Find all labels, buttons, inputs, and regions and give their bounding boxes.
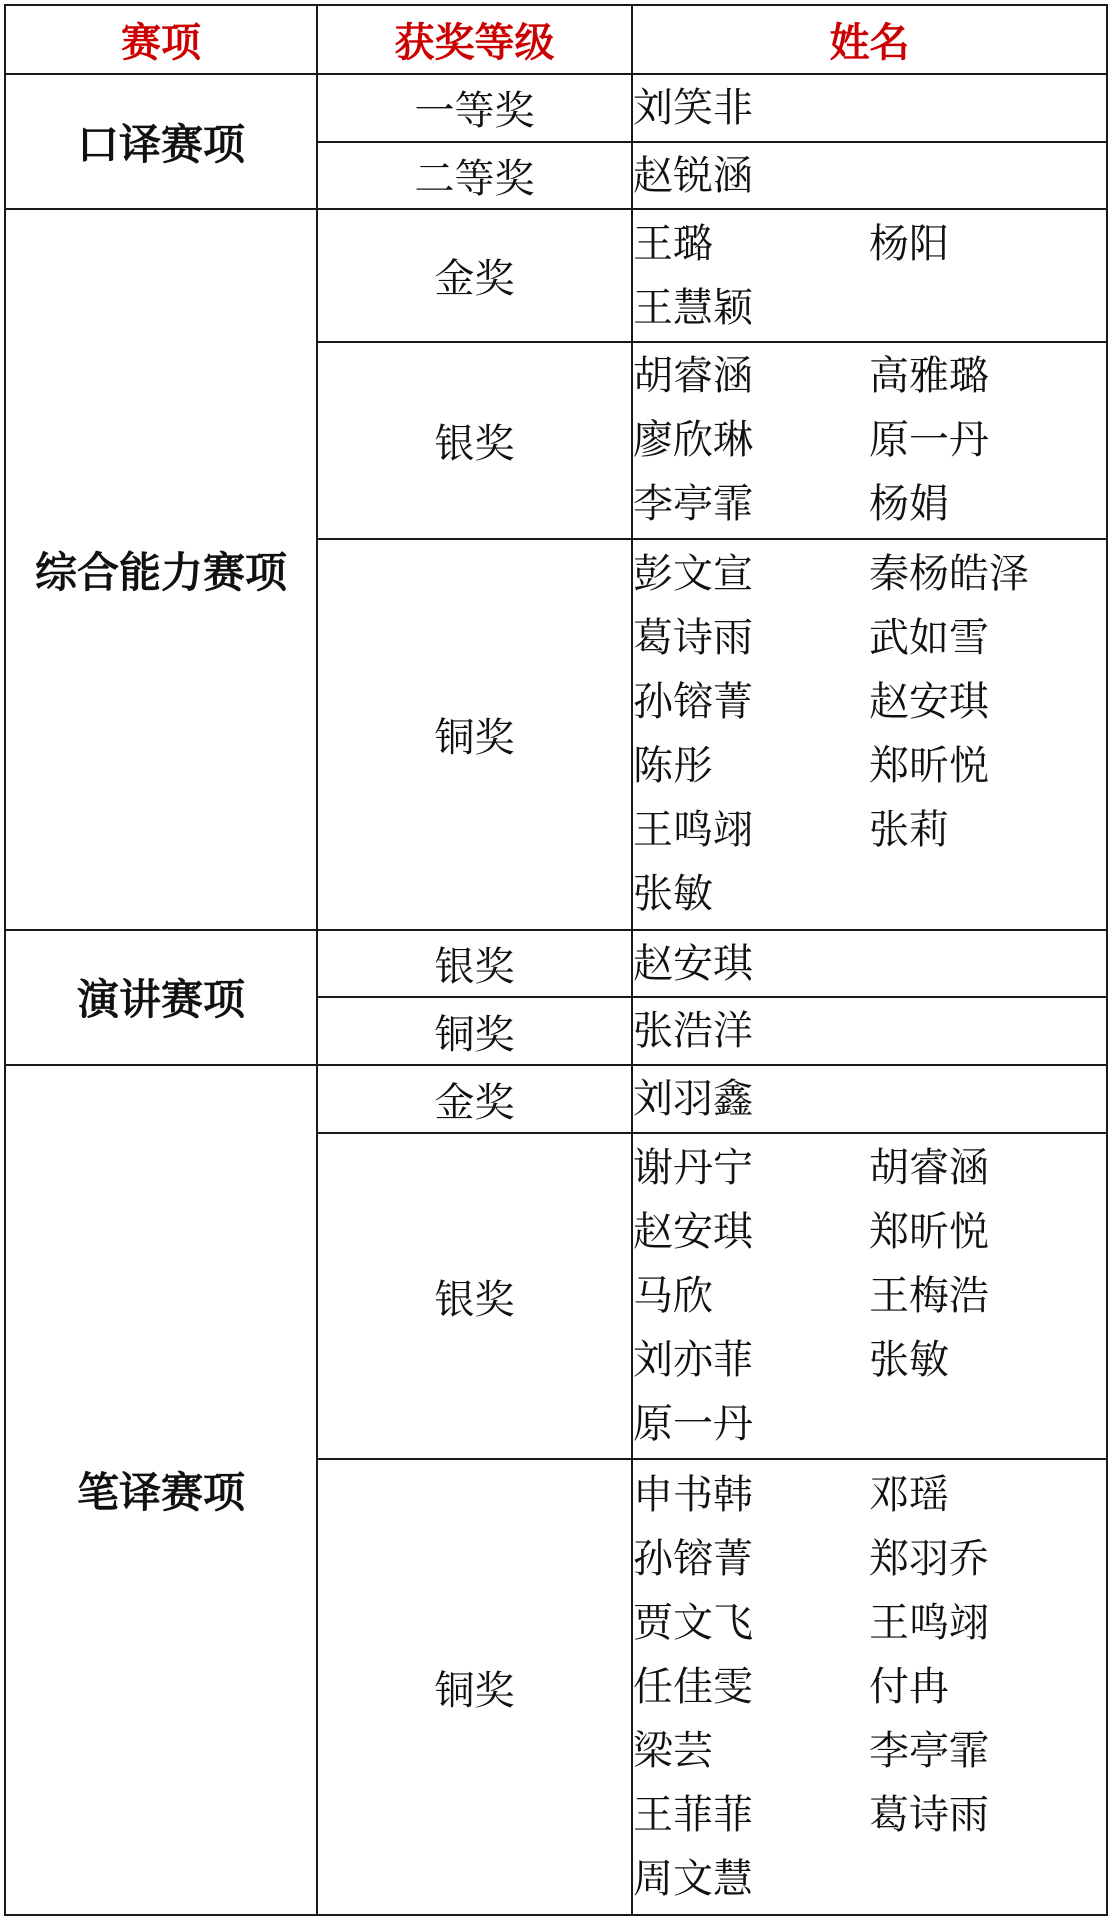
- winner-name: 郑昕悦: [869, 1209, 989, 1256]
- names-cell: [632, 142, 1107, 210]
- award-level-cell: 金奖: [317, 209, 632, 341]
- category-cell: 笔译赛项: [5, 1065, 317, 1915]
- winner-name: 胡睿涵: [869, 1145, 989, 1192]
- winner-name: 葛诗雨: [633, 615, 753, 662]
- winner-name: 原一丹: [633, 1401, 753, 1448]
- names-list: [633, 542, 1106, 926]
- winner-name: 马欣: [633, 1273, 713, 1320]
- winner-name: 赵安琪: [869, 679, 989, 726]
- award-level-cell: 铜奖: [317, 1459, 632, 1915]
- winner-name: 孙镕菁: [633, 1536, 753, 1583]
- names-cell: [632, 539, 1107, 930]
- awards-body: [5, 74, 1107, 1915]
- category-cell: 综合能力赛项: [5, 209, 317, 929]
- winner-name: 张莉: [869, 807, 949, 854]
- names-list: [633, 144, 1106, 208]
- category-cell: 口译赛项: [5, 74, 317, 209]
- names-cell: [632, 997, 1107, 1065]
- winner-name: 原一丹: [869, 417, 989, 464]
- names-cell: [632, 930, 1107, 998]
- winner-name: 贾文飞: [633, 1600, 753, 1647]
- winner-name: 刘羽鑫: [633, 1076, 753, 1123]
- category-cell: 演讲赛项: [5, 930, 317, 1065]
- winner-name: 邓瑶: [869, 1472, 949, 1519]
- award-level-cell: 银奖: [317, 1133, 632, 1459]
- header-level: 获奖等级: [317, 5, 632, 74]
- names-list: [633, 1136, 1106, 1456]
- awards-table: [4, 4, 1108, 1916]
- award-row: [5, 74, 1107, 142]
- winner-name: 王菲菲: [633, 1792, 753, 1839]
- award-level-cell: 银奖: [317, 342, 632, 539]
- winner-name: 谢丹宁: [633, 1145, 753, 1192]
- winner-name: 郑昕悦: [869, 743, 989, 790]
- winner-name: 葛诗雨: [869, 1792, 989, 1839]
- winner-name: 武如雪: [869, 615, 989, 662]
- winner-name: 王慧颖: [633, 284, 753, 331]
- award-level-cell: 铜奖: [317, 539, 632, 930]
- winner-name: 梁芸: [633, 1728, 713, 1775]
- winner-name: 彭文宣: [633, 551, 753, 598]
- award-level-cell: 金奖: [317, 1065, 632, 1133]
- winner-name: 王鸣翊: [633, 807, 753, 854]
- winner-name: 李亭霏: [633, 481, 753, 528]
- winner-name: 张浩洋: [633, 1008, 753, 1055]
- winner-name: 赵安琪: [633, 1209, 753, 1256]
- header-row: [5, 5, 1107, 74]
- winner-name: 周文慧: [633, 1856, 753, 1903]
- winner-name: 李亭霏: [869, 1728, 989, 1775]
- award-level-cell: 铜奖: [317, 997, 632, 1065]
- award-level-cell: 二等奖: [317, 142, 632, 210]
- winner-name: 孙镕菁: [633, 679, 753, 726]
- winner-name: 陈彤: [633, 743, 713, 790]
- winner-name: 付冉: [869, 1664, 949, 1711]
- winner-name: 王璐: [633, 220, 713, 267]
- names-list: [633, 1067, 1106, 1131]
- names-list: [633, 76, 1106, 140]
- award-level-cell: 银奖: [317, 930, 632, 998]
- winner-name: 张敏: [869, 1337, 949, 1384]
- winner-name: 郑羽乔: [869, 1536, 989, 1583]
- names-cell: [632, 209, 1107, 341]
- names-list: [633, 932, 1106, 996]
- winner-name: 王鸣翊: [869, 1600, 989, 1647]
- winner-name: 廖欣琳: [633, 417, 753, 464]
- winner-name: 任佳雯: [633, 1664, 753, 1711]
- award-row: [5, 1065, 1107, 1133]
- award-row: [5, 930, 1107, 998]
- names-list: [633, 344, 1106, 536]
- names-cell: [632, 1459, 1107, 1915]
- names-cell: [632, 1133, 1107, 1459]
- winner-name: 杨娟: [869, 481, 949, 528]
- winner-name: 高雅璐: [869, 353, 989, 400]
- header-names: 姓名: [632, 5, 1107, 74]
- winner-name: 刘亦菲: [633, 1337, 753, 1384]
- winner-name: 张敏: [633, 871, 713, 918]
- winner-name: 王梅浩: [869, 1273, 989, 1320]
- winner-name: 秦杨皓泽: [869, 551, 1029, 598]
- names-list: [633, 1463, 1106, 1911]
- winner-name: 申书韩: [633, 1472, 753, 1519]
- winner-name: 杨阳: [869, 220, 949, 267]
- winner-name: 赵锐涵: [633, 152, 753, 199]
- winner-name: 刘笑非: [633, 84, 753, 131]
- names-cell: [632, 74, 1107, 142]
- winner-name: 赵安琪: [633, 940, 753, 987]
- names-cell: [632, 342, 1107, 539]
- winner-name: 胡睿涵: [633, 353, 753, 400]
- names-cell: [632, 1065, 1107, 1133]
- award-level-cell: 一等奖: [317, 74, 632, 142]
- header-category: 赛项: [5, 5, 317, 74]
- names-list: [633, 212, 1106, 340]
- award-row: [5, 209, 1107, 341]
- names-list: [633, 999, 1106, 1063]
